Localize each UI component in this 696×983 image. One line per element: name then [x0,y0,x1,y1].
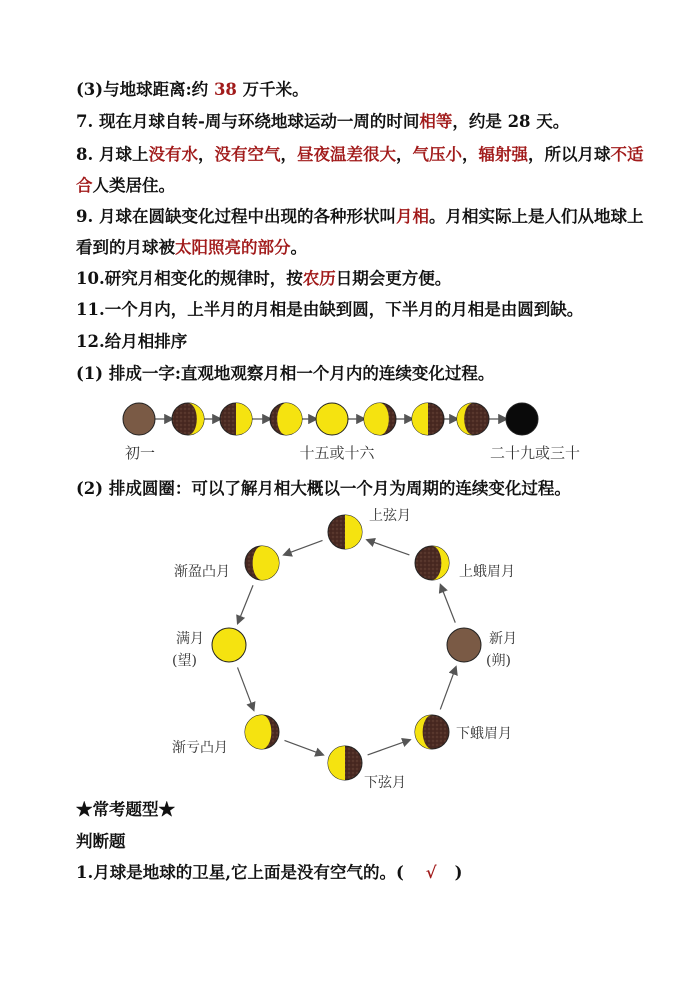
label-new-moon: 新月 [489,631,517,647]
row-label-middle: 十五或十六 [299,444,375,462]
moon-waxing-crescent [415,546,449,580]
circle-arrow [238,585,253,622]
moon-row [123,403,538,435]
label-new-moon-sub: (朔) [486,653,511,669]
row-moon-3 [220,403,252,435]
text-line-5: 9. 月球在圆缺变化过程中出现的各种形状叫月相。月相实际上是人们从地球上 [76,207,644,226]
moon-new [447,628,481,662]
label-waning-crescent: 下蛾眉月 [456,726,512,742]
row-moon-2 [172,403,204,435]
row-label-end: 二十九或三十 [489,444,581,462]
circle-arrow [238,667,254,709]
circle-arrow [368,740,410,755]
circle-arrow [441,585,456,622]
row-label-start: 初一 [124,444,156,462]
label-waning-gibbous: 渐亏凸月 [172,740,228,756]
text-line-10: (1) 排成一字:直观地观察月相一个月内的连续变化过程。 [76,364,495,383]
highlight-distance: 38 [213,80,237,99]
text-line-8: 11.一个月内，上半月的月相是由缺到圆，下半月的月相是由圆到缺。 [76,300,584,319]
answer-mark: √ [425,863,437,882]
moon-circle [212,515,481,780]
text-line-2: 7. 现在月球自转-周与环绕地球运动一周的时间相等，约是 28 天。 [76,112,570,131]
text-line-3: 8. 月球上没有水，没有空气，昼夜温差很大，气压小，辐射强，所以月球不适 [76,145,644,164]
moon-waxing-gibbous [245,546,279,580]
text-line-1: (3)与地球距离:约 38 万千米。 [76,80,309,99]
row-moon-7 [412,403,444,435]
moon-full [212,628,246,662]
row-moon-5 [316,403,348,435]
moon-waning-gibbous [245,715,279,749]
section-title: ★常考题型★ [76,800,175,819]
label-waxing-gibbous: 渐盈凸月 [174,564,230,580]
circle-arrow [284,540,322,554]
text-line-4: 合人类居住。 [76,176,175,195]
moon-first-quarter [328,515,362,549]
moon-waning-crescent [415,715,449,749]
text-line-6: 看到的月球被太阳照亮的部分。 [76,238,307,257]
text-line-9: 12.给月相排序 [76,332,188,351]
row-moon-9 [506,403,538,435]
circle-arrow [368,540,410,555]
row-moon-4 [270,403,302,435]
label-first-quarter: 上弦月 [369,508,411,524]
circle-arrow [284,740,322,754]
row-moon-8 [457,403,489,435]
question-1: 1.月球是地球的卫星,它上面是没有空气的。( √ ) [76,863,463,882]
circle-arrow [440,668,455,710]
text-line-11: (2) 排成圆圈：可以了解月相大概以一个月为周期的连续变化过程。 [76,479,571,498]
label-last-quarter: 下弦月 [364,775,406,791]
question-type: 判断题 [76,832,126,851]
moon-last-quarter [328,746,362,780]
row-moon-1 [123,403,155,435]
label-full-moon-sub: (望) [172,653,197,669]
text-line-7: 10.研究月相变化的规律时，按农历日期会更方便。 [76,269,452,288]
label-waxing-crescent: 上蛾眉月 [459,564,515,580]
row-moon-6 [364,403,396,435]
label-full-moon: 满月 [176,631,204,647]
